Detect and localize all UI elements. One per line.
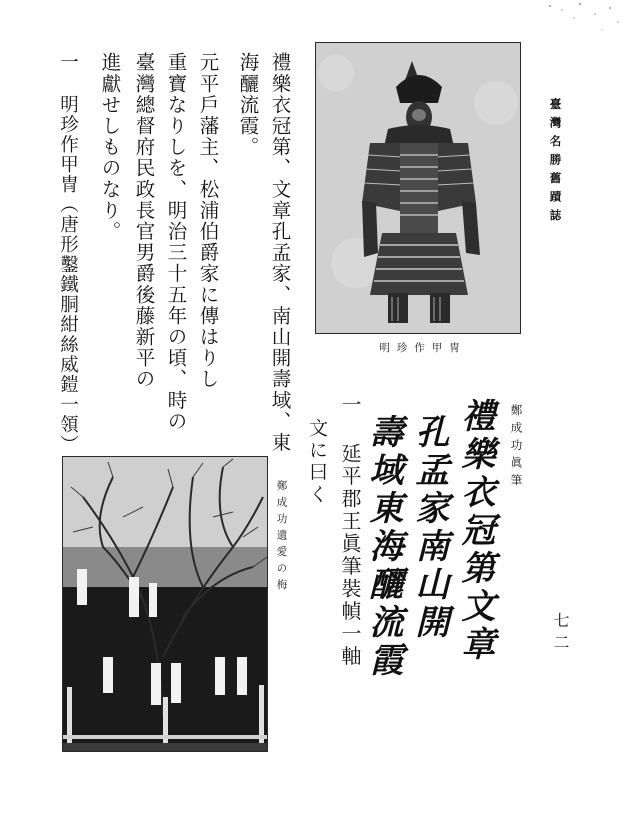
- text-column-2: 海釃流霞。: [236, 52, 260, 158]
- text-column-5: 臺灣總督府民政長官男爵後藤新平の: [132, 52, 156, 390]
- text-column-3: 元平戶藩主、松浦伯爵家に傳はりし: [196, 52, 220, 390]
- item-subtext: 文に曰く: [306, 418, 328, 506]
- running-title: 臺灣名勝舊蹟誌: [548, 98, 563, 228]
- calligraphy-line-3: 壽域東海釃流霞: [363, 414, 403, 680]
- plum-tree-illustration: [63, 457, 268, 752]
- plum-tree-photo: [62, 456, 268, 752]
- text-column-7: 一 明珍作甲冑（唐形鑿鐵胴紺絲威鎧一領）: [57, 52, 79, 455]
- plum-tree-caption: 鄭成功遺愛の梅: [275, 480, 288, 596]
- armor-photo: [315, 42, 521, 334]
- calligraphy-line-1: 禮樂衣冠第文章: [455, 398, 495, 664]
- armor-caption: 明珍作甲冑: [379, 342, 467, 354]
- item-heading: 一 延平郡王眞筆裝幀一軸: [338, 394, 362, 668]
- scan-speckle: [540, 0, 624, 60]
- text-column-1: 禮樂衣冠第、文章孔孟家、南山開壽域、東: [268, 52, 292, 453]
- text-column-4: 重寶なりしを、明治三十五年の頃、時の: [164, 52, 188, 432]
- calligraphy-line-2: 孔孟家南山開: [409, 414, 449, 642]
- page-number: 七二: [551, 612, 570, 656]
- text-column-6: 進獻せしものなり。: [98, 52, 122, 242]
- samurai-armor-illustration: [316, 43, 521, 334]
- calligraphy-author-label: 鄭成功眞筆: [509, 404, 524, 492]
